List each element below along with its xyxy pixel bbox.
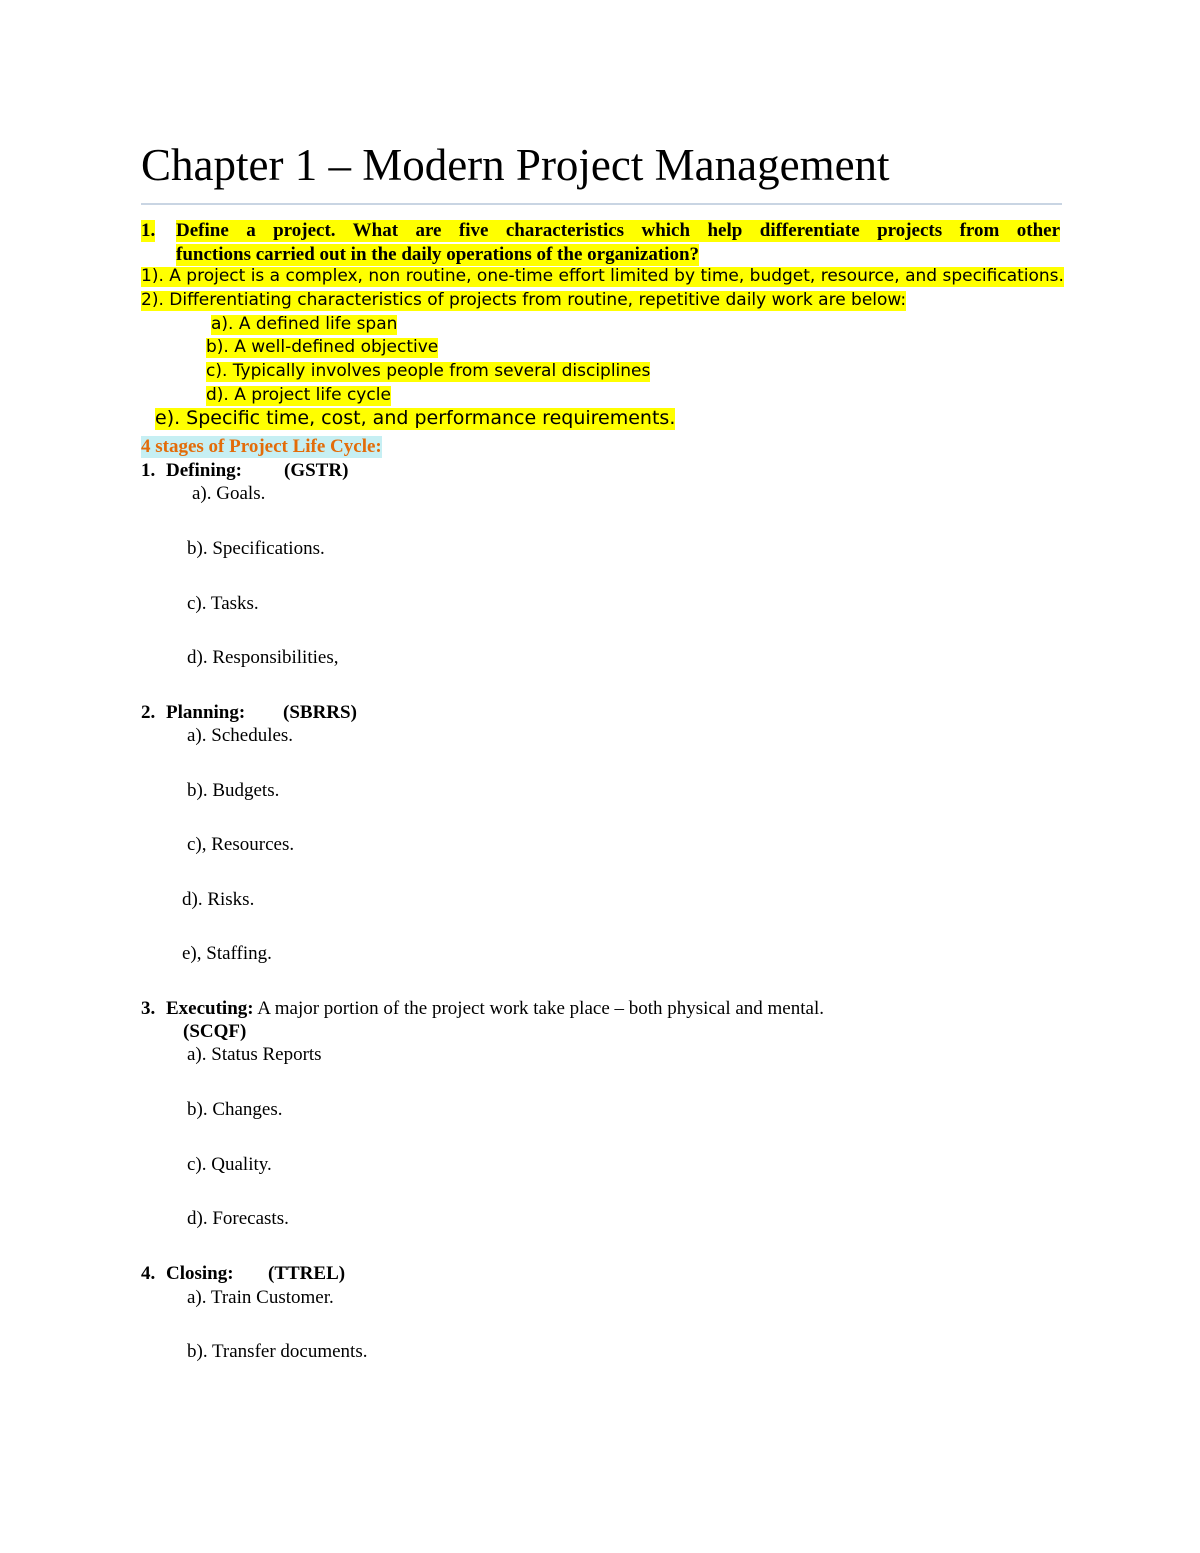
stage-name: Closing: <box>166 1263 234 1284</box>
characteristic-item: d). A project life cycle <box>206 385 391 405</box>
stage-item: b). Budgets. <box>187 780 280 801</box>
stage-name: Executing: <box>166 998 254 1019</box>
stage-item: d). Forecasts. <box>187 1208 289 1229</box>
stage-item: a). Train Customer. <box>187 1287 334 1308</box>
stage-name: Defining: <box>166 460 242 481</box>
stage-item: c), Resources. <box>187 834 295 855</box>
stage-acronym: (SCQF) <box>183 1021 247 1042</box>
stage-number: 3. <box>141 998 156 1019</box>
question-line-1: Define a project. What are five characteristics which help differentiate projects from other <box>176 220 1060 241</box>
stages-heading: 4 stages of Project Life Cycle: <box>141 436 382 457</box>
stage-number: 2. <box>141 702 156 723</box>
stage-number: 1. <box>141 460 156 481</box>
stage-item: c). Quality. <box>187 1154 272 1175</box>
stage-item: c). Tasks. <box>187 593 259 614</box>
stage-acronym: (TTREL) <box>268 1263 346 1284</box>
stage-item: b). Specifications. <box>187 538 325 559</box>
characteristic-item: c). Typically involves people from several disciplines <box>206 361 651 381</box>
stage-item: a). Schedules. <box>187 725 294 746</box>
stage-item: a). Status Reports <box>187 1044 322 1065</box>
characteristic-item: a). A defined life span <box>211 314 398 334</box>
stage-acronym: (GSTR) <box>284 460 349 481</box>
stage-item: b). Transfer documents. <box>187 1341 368 1362</box>
stage-item: a). Goals. <box>192 483 266 504</box>
stage-item: b). Changes. <box>187 1099 283 1120</box>
stage-item: d). Risks. <box>182 889 255 910</box>
page-title: Chapter 1 – Modern Project Management <box>141 140 890 190</box>
stage-number: 4. <box>141 1263 156 1284</box>
question-line-2: functions carried out in the daily operations of the organization? <box>176 244 700 265</box>
stage-item: e), Staffing. <box>182 943 272 964</box>
stage-heading-line <box>166 998 824 1020</box>
stage-name: Planning: <box>166 702 246 723</box>
characteristic-item: b). A well-defined objective <box>206 337 439 357</box>
question-number: 1. <box>141 220 156 241</box>
answer-definition: 1). A project is a complex, non routine, one-time effort limited by time, budget, resource, and specifications. <box>141 266 1064 286</box>
stage-description: A major portion of the project work take place – both physical and mental. <box>253 998 824 1019</box>
title-divider <box>141 203 1062 205</box>
stage-item: d). Responsibilities, <box>187 647 339 668</box>
stage-acronym: (SBRRS) <box>283 702 357 723</box>
characteristic-item: e). Specific time, cost, and performance requirements. <box>155 407 676 429</box>
answer-characteristics-intro: 2). Differentiating characteristics of projects from routine, repetitive daily work are below: <box>141 290 907 310</box>
